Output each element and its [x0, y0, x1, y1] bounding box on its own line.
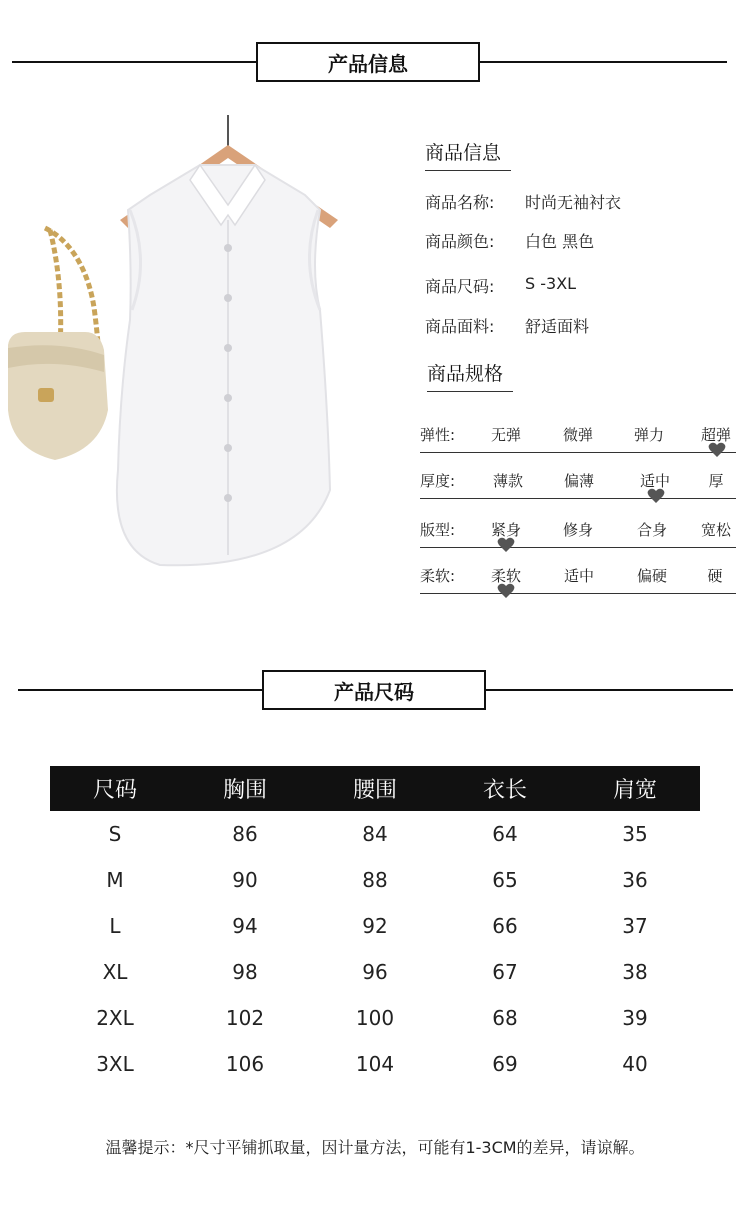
spec-option: 修身	[562, 521, 593, 539]
table-cell: L	[109, 914, 121, 938]
size-table	[50, 766, 700, 1087]
table-cell: 92	[362, 914, 388, 938]
table-cell: S	[108, 822, 122, 846]
column-header: 衣长	[482, 778, 527, 803]
table-cell: 35	[622, 822, 648, 846]
table-cell: 84	[362, 822, 388, 846]
info-key: 商品颜色:	[425, 232, 495, 251]
table-cell: 67	[492, 960, 518, 984]
info-value: 舒适面料	[525, 317, 590, 336]
spec-option: 柔软	[490, 567, 521, 585]
spec-option: 合身	[636, 521, 667, 539]
section-title: 产品尺码	[262, 670, 486, 710]
spec-option: 无弹	[490, 426, 521, 444]
table-cell: 90	[232, 868, 258, 892]
spec-row-thickness	[420, 470, 736, 500]
table-row	[50, 903, 700, 949]
heart-icon	[497, 537, 515, 553]
table-cell: 39	[622, 1006, 648, 1030]
table-cell: 37	[622, 914, 648, 938]
spec-label: 弹性:	[420, 426, 456, 444]
specs-title-text: 商品规格	[427, 363, 504, 385]
spec-option: 硬	[707, 567, 723, 585]
table-cell: M	[106, 868, 124, 892]
spec-option: 超弹	[700, 426, 731, 444]
table-row	[50, 995, 700, 1041]
table-cell: 100	[355, 1006, 395, 1030]
table-cell: 40	[622, 1052, 648, 1076]
table-cell: 88	[362, 868, 388, 892]
column-header: 尺码	[92, 778, 137, 803]
info-key: 商品面料:	[425, 317, 495, 336]
spec-label: 柔软:	[420, 567, 456, 585]
size-tip-note: 温馨提示：*尺寸平铺抓取量，因计量方法，可能有1-3CM的差异，请谅解。	[105, 1138, 645, 1157]
table-cell: 2XL	[96, 1006, 134, 1030]
spec-option: 弹力	[633, 426, 664, 444]
spec-rule	[420, 547, 736, 548]
spec-row-fit	[420, 519, 736, 549]
table-cell: 36	[622, 868, 648, 892]
info-row-color	[425, 229, 594, 252]
spec-option: 厚	[708, 472, 724, 490]
column-header: 腰围	[352, 778, 397, 803]
divider-line	[12, 61, 257, 63]
table-cell: 104	[355, 1052, 395, 1076]
column-header: 肩宽	[612, 778, 657, 803]
title-underline	[427, 391, 513, 392]
info-value: S -3XL	[525, 274, 577, 293]
info-value: 白色 黑色	[525, 232, 595, 251]
table-row	[50, 811, 700, 857]
heart-icon	[647, 488, 665, 504]
spec-option: 紧身	[490, 521, 521, 539]
table-cell: 3XL	[96, 1052, 134, 1076]
table-cell: 102	[225, 1006, 265, 1030]
product-photo	[0, 110, 400, 590]
divider-line	[485, 689, 733, 691]
divider-line	[479, 61, 727, 63]
spec-option: 偏硬	[636, 567, 667, 585]
specs-title	[427, 359, 513, 386]
spec-option: 适中	[639, 472, 670, 490]
column-header: 胸围	[222, 778, 267, 803]
spec-option: 宽松	[700, 521, 731, 539]
spec-label: 版型:	[420, 521, 456, 539]
info-row-fabric	[425, 314, 589, 337]
info-value: 时尚无袖衬衣	[525, 193, 622, 212]
table-cell: 38	[622, 960, 648, 984]
spec-label: 厚度:	[420, 472, 456, 490]
spec-rule	[420, 452, 736, 453]
table-cell: XL	[102, 960, 128, 984]
section-title: 产品信息	[256, 42, 480, 82]
table-header	[50, 766, 700, 811]
table-cell: 69	[492, 1052, 518, 1076]
info-title	[425, 138, 511, 165]
table-cell: 65	[492, 868, 518, 892]
table-cell: 98	[232, 960, 258, 984]
spec-rule	[420, 593, 736, 594]
table-cell: 94	[232, 914, 258, 938]
spec-option: 薄款	[492, 472, 523, 490]
table-cell: 68	[492, 1006, 518, 1030]
info-row-size	[425, 274, 576, 297]
info-title-text: 商品信息	[425, 142, 502, 164]
table-cell: 86	[232, 822, 258, 846]
heart-icon	[497, 583, 515, 599]
table-cell: 64	[492, 822, 518, 846]
divider-line	[18, 689, 263, 691]
spec-option: 偏薄	[563, 472, 594, 490]
spec-option: 适中	[563, 567, 594, 585]
table-cell: 106	[225, 1052, 265, 1076]
info-key: 商品尺码:	[425, 277, 495, 296]
heart-icon	[708, 442, 726, 458]
section-header-product-size	[0, 670, 750, 710]
table-row	[50, 1041, 700, 1087]
table-cell: 96	[362, 960, 388, 984]
spec-rule	[420, 498, 736, 499]
section-header-product-info	[0, 42, 750, 82]
spec-option: 微弹	[562, 426, 593, 444]
spec-row-softness	[420, 565, 736, 595]
table-row	[50, 949, 700, 995]
table-cell: 66	[492, 914, 518, 938]
info-row-name	[425, 190, 621, 213]
spec-row-elasticity	[420, 424, 736, 454]
table-row	[50, 857, 700, 903]
info-key: 商品名称:	[425, 193, 495, 212]
title-underline	[425, 170, 511, 171]
